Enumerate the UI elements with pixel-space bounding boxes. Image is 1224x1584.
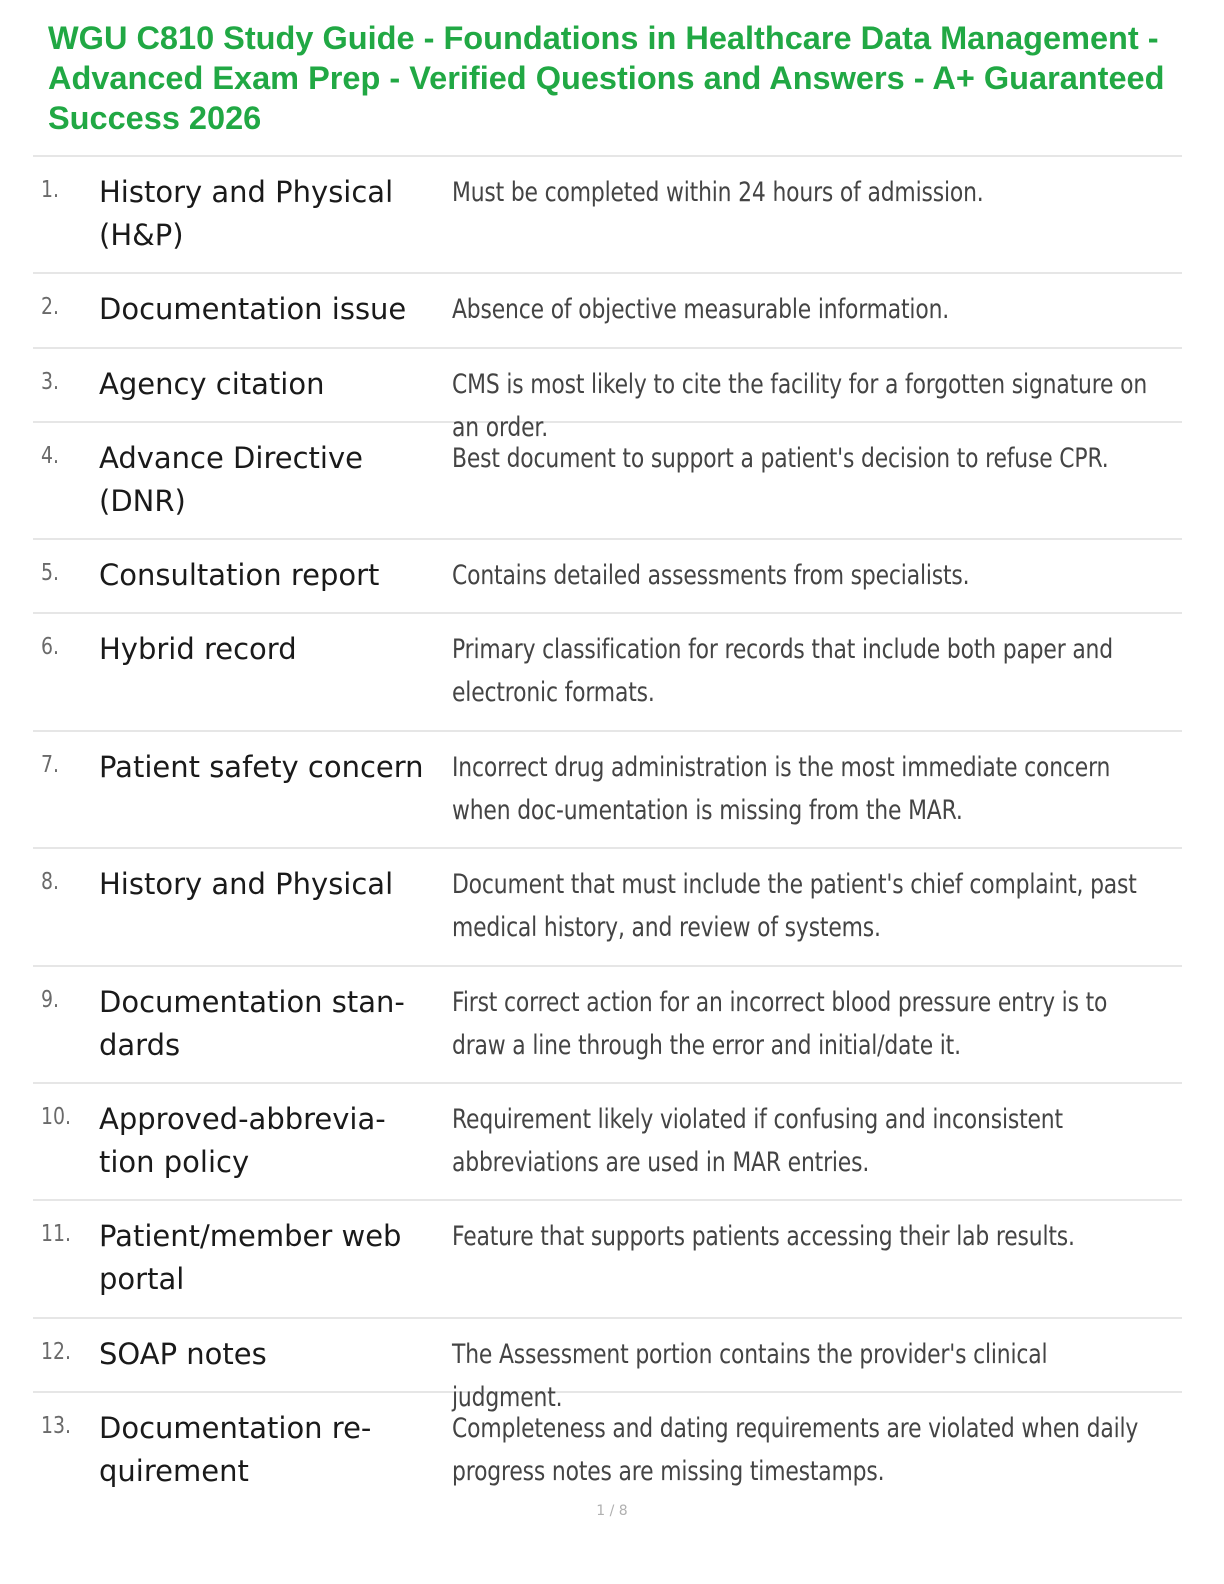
item-definition: Incorrect drug administration is the most immediate concern when doc-umentation is missing from the MAR. (452, 752, 1111, 826)
item-definition: Absence of objective measurable information. (452, 294, 950, 325)
item-term: Patient/member web portal (99, 1219, 402, 1296)
list-item (33, 967, 1182, 1084)
item-term: Patient safety concern (99, 750, 424, 784)
item-definition: Document that must include the patient's chief complaint, past medical history, and review of systems. (452, 869, 1137, 943)
item-term: Agency citation (99, 367, 325, 401)
item-number: 4. (41, 443, 60, 469)
list-item (33, 614, 1182, 732)
item-term: History and Physical (H&P) (99, 175, 394, 252)
item-definition: Completeness and dating requirements are violated when daily progress notes are missing timestamps. (452, 1413, 1139, 1487)
item-term: Approved-abbrevia-tion policy (99, 1102, 386, 1179)
item-definition: Must be completed within 24 hours of admission. (452, 177, 984, 208)
item-term: Documentation issue (99, 292, 407, 326)
page-number: 1 / 8 (596, 1503, 628, 1519)
list-item (33, 1393, 1182, 1503)
item-number: 7. (41, 752, 60, 778)
item-term: Hybrid record (99, 632, 297, 666)
list-item (33, 1319, 1182, 1413)
item-number: 8. (41, 869, 60, 895)
item-number: 10. (41, 1104, 71, 1130)
item-number: 9. (41, 987, 60, 1013)
list-item (33, 423, 1182, 540)
item-number: 5. (41, 560, 60, 586)
item-term: History and Physical (99, 867, 394, 901)
list-item (33, 157, 1182, 274)
item-definition: CMS is most likely to cite the facility for a forgotten signature on an order. (452, 369, 1148, 443)
item-definition: Contains detailed assessments from specialists. (452, 560, 970, 591)
item-definition: First correct action for an incorrect blood pressure entry is to draw a line through the error and initial/date it. (452, 987, 1108, 1061)
list-item (33, 1201, 1182, 1319)
item-term: Documentation re-quirement (99, 1411, 372, 1488)
list-item (33, 349, 1182, 443)
item-term: Consultation report (99, 558, 380, 592)
item-definition: Best document to support a patient's decision to refuse CPR. (452, 443, 1109, 474)
item-term: Advance Directive (DNR) (99, 441, 363, 518)
list-item (33, 540, 1182, 614)
item-number: 6. (41, 634, 60, 660)
list-item (33, 732, 1182, 849)
item-definition: The Assessment portion contains the provider's clinical judgment. (452, 1339, 1048, 1413)
item-number: 2. (41, 294, 60, 320)
item-term: SOAP notes (99, 1337, 267, 1371)
item-number: 13. (41, 1413, 71, 1439)
list-item (33, 1084, 1182, 1201)
item-definition: Primary classification for records that include both paper and electronic formats. (452, 634, 1113, 708)
item-number: 3. (41, 369, 60, 395)
item-term: Documentation stan-dards (99, 985, 405, 1062)
item-number: 12. (41, 1339, 71, 1365)
item-definition: Requirement likely violated if confusing and inconsistent abbreviations are used in MAR entries. (452, 1104, 1063, 1178)
item-number: 11. (41, 1221, 71, 1247)
list-item (33, 849, 1182, 967)
item-number: 1. (41, 177, 60, 203)
document-title: WGU C810 Study Guide - Foundations in Healthcare Data Management - Advanced Exam Prep - Verified Questions and Answers - A+ Guaranteed Success 2026 (48, 20, 1165, 136)
item-definition: Feature that supports patients accessing their lab results. (452, 1221, 1075, 1252)
question-answer-list (33, 155, 1182, 1503)
list-item (33, 274, 1182, 349)
